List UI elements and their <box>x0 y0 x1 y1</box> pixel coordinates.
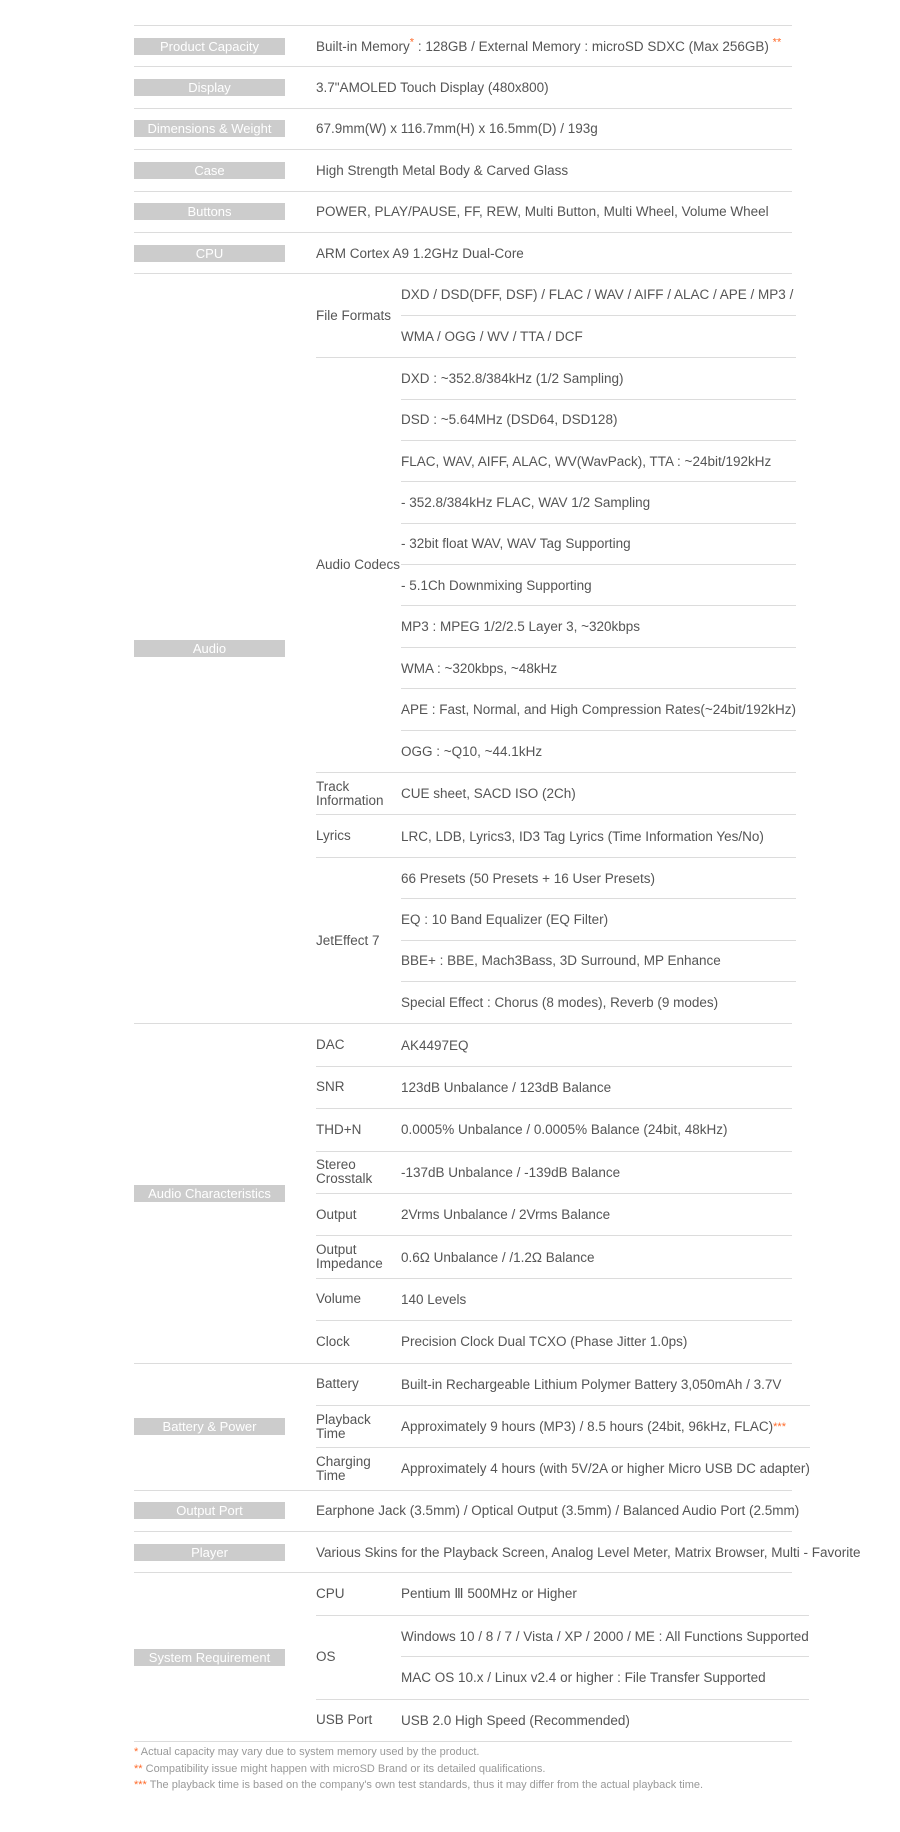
spec-line-text: APE : Fast, Normal, and High Compression Rates(~24bit/192kHz) <box>401 701 797 717</box>
category-cell <box>134 1024 316 1362</box>
sub-spec-lyrics <box>316 815 796 857</box>
spec-group-audio <box>134 274 797 1024</box>
spec-line-text: DXD : ~352.8/384kHz (1/2 Sampling) <box>401 370 624 386</box>
spec-line-text: Precision Clock Dual TCXO (Phase Jitter 1.0ps) <box>401 1334 688 1350</box>
spec-line <box>401 815 796 856</box>
footnotes <box>134 1744 703 1794</box>
sub-specs <box>316 274 796 1023</box>
spec-line-text: USB 2.0 High Speed (Recommended) <box>401 1712 630 1728</box>
spec-line-text: FLAC, WAV, AIFF, ALAC, WV(WavPack), TTA : ~24bit/192kHz <box>401 453 772 469</box>
footnote-mark: ** <box>134 1762 143 1775</box>
sub-spec-values <box>401 1152 792 1193</box>
spec-line-text: CUE sheet, SACD ISO (2Ch) <box>401 786 576 802</box>
sub-spec-values <box>401 1024 792 1065</box>
spec-line-text: - 352.8/384kHz FLAC, WAV 1/2 Sampling <box>401 494 651 510</box>
spec-value <box>316 246 792 261</box>
category-cell <box>134 67 316 107</box>
category-label: Display <box>134 79 285 96</box>
spec-line <box>401 1109 792 1150</box>
spec-line: Approximately 9 hours (MP3) / 8.5 hours (24bit, 96kHz, FLAC) *** <box>401 1419 786 1435</box>
footnote <box>134 1744 703 1761</box>
sub-spec-label: USB Port <box>316 1712 373 1728</box>
spec-value <box>316 80 792 95</box>
spec-group-system-requirement <box>134 1573 809 1742</box>
sub-spec-values <box>401 1321 792 1362</box>
sub-spec-label: Track Information <box>316 778 384 808</box>
sub-spec-label: Playback Time <box>316 1411 371 1441</box>
spec-line-text: WMA / OGG / WV / TTA / DCF <box>401 328 583 344</box>
sub-spec-playback-time <box>316 1406 810 1448</box>
spec-row-buttons <box>134 192 792 233</box>
spec-value-text: ARM Cortex A9 1.2GHz Dual-Core <box>316 245 524 261</box>
spec-value <box>316 204 792 219</box>
spec-row-player <box>134 1532 861 1573</box>
spec-line <box>401 648 796 689</box>
spec-value-text: Various Skins for the Playback Screen, Analog Level Meter, Matrix Browser, Multi - Favorite <box>316 1544 861 1560</box>
sub-spec-output-impedance <box>316 1236 792 1278</box>
spec-line <box>401 1616 809 1657</box>
sub-spec-label: Volume <box>316 1291 362 1307</box>
spec-line <box>401 1700 809 1741</box>
sub-spec-values <box>401 1194 792 1235</box>
sub-spec-snr <box>316 1067 792 1109</box>
spec-value-text: Earphone Jack (3.5mm) / Optical Output (3.5mm) / Balanced Audio Port (2.5mm) <box>316 1503 800 1519</box>
sub-spec-values <box>401 1067 792 1108</box>
category-cell <box>134 109 316 149</box>
spec-group-battery-power <box>134 1364 810 1491</box>
sub-spec-values <box>401 773 796 814</box>
sub-spec-usb-port <box>316 1700 809 1741</box>
spec-value-text: : 128GB / External Memory : microSD SDXC (Max 256GB) <box>414 38 773 54</box>
spec-value <box>316 1545 860 1560</box>
sub-spec-label: Output Impedance <box>316 1242 383 1272</box>
sub-spec-values <box>401 1109 792 1150</box>
spec-line <box>401 982 796 1023</box>
spec-row-product-capacity <box>134 26 792 67</box>
sub-spec-charging-time <box>316 1448 810 1489</box>
spec-line-text: MP3 : MPEG 1/2/2.5 Layer 3, ~320kbps <box>401 619 641 635</box>
spec-line <box>401 1448 810 1489</box>
footnote <box>134 1777 703 1794</box>
spec-line <box>401 689 796 730</box>
category-label: Battery & Power <box>134 1418 285 1435</box>
spec-line-text: 140 Levels <box>401 1291 467 1307</box>
sub-spec-file-formats <box>316 274 796 358</box>
sub-spec-values <box>401 1573 809 1614</box>
spec-value-text: 67.9mm(W) x 116.7mm(H) x 16.5mm(D) / 193g <box>316 121 598 137</box>
spec-line <box>401 1152 792 1193</box>
footnote <box>134 1761 703 1778</box>
category-label: Case <box>134 162 285 179</box>
spec-row-dimensions-weight <box>134 109 792 150</box>
spec-line-text: Windows 10 / 8 / 7 / Vista / XP / 2000 / ME : All Functions Supported <box>401 1628 809 1644</box>
category-label: Product Capacity <box>134 38 285 55</box>
spec-line-text: AK4497EQ <box>401 1037 469 1053</box>
sub-spec-label: Output <box>316 1206 357 1222</box>
sub-spec-clock <box>316 1321 792 1362</box>
spec-line <box>401 565 796 606</box>
footnote-text: Actual capacity may vary due to system memory used by the product. <box>138 1746 480 1758</box>
spec-value-text: 3.7"AMOLED Touch Display (480x800) <box>316 80 549 96</box>
sub-spec-stereo-crosstalk <box>316 1152 792 1194</box>
spec-row-output-port <box>134 1491 800 1532</box>
sub-spec-label: Audio Codecs <box>316 557 401 573</box>
spec-line <box>401 1321 792 1362</box>
sub-spec-values <box>401 1406 810 1447</box>
sub-spec-track-information <box>316 773 796 815</box>
spec-line <box>401 731 796 772</box>
spec-line <box>401 400 796 441</box>
category-label: Audio Characteristics <box>134 1185 285 1202</box>
sub-spec-values <box>401 1700 809 1741</box>
spec-value-text: High Strength Metal Body & Carved Glass <box>316 162 569 178</box>
spec-line-text: DSD : ~5.64MHz (DSD64, DSD128) <box>401 412 618 428</box>
spec-line <box>401 1194 792 1235</box>
spec-row-display <box>134 67 792 108</box>
sub-spec-values <box>401 1236 792 1277</box>
sub-spec-jeteffect-7 <box>316 858 796 1024</box>
sub-spec-os <box>316 1616 809 1700</box>
spec-line-text: WMA : ~320kbps, ~48kHz <box>401 660 558 676</box>
spec-line <box>401 1236 792 1277</box>
category-cell <box>134 1532 316 1572</box>
spec-line-text: BBE+ : BBE, Mach3Bass, 3D Surround, MP Enhance <box>401 953 721 969</box>
spec-line <box>401 1657 809 1698</box>
spec-line <box>401 274 796 315</box>
sub-spec-label: Lyrics <box>316 828 351 844</box>
spec-value <box>316 163 792 178</box>
sub-spec-values <box>401 1364 810 1405</box>
sub-spec-audio-codecs <box>316 358 796 773</box>
category-cell <box>134 1491 316 1531</box>
sub-spec-label: SNR <box>316 1079 345 1095</box>
sub-spec-values <box>401 358 796 772</box>
spec-line-text: MAC OS 10.x / Linux v2.4 or higher : File Transfer Supported <box>401 1670 766 1686</box>
category-label: Output Port <box>134 1502 285 1519</box>
sub-spec-label: JetEffect 7 <box>316 932 380 948</box>
spec-line <box>401 1364 810 1405</box>
spec-line-text: Built-in Rechargeable Lithium Polymer Battery 3,050mAh / 3.7V <box>401 1376 782 1392</box>
sub-spec-values <box>401 815 796 856</box>
spec-row-case <box>134 150 792 191</box>
category-label: CPU <box>134 245 285 262</box>
spec-value-text: POWER, PLAY/PAUSE, FF, REW, Multi Button, Multi Wheel, Volume Wheel <box>316 204 769 220</box>
spec-line <box>401 899 796 940</box>
category-cell <box>134 1573 316 1741</box>
sub-spec-label: OS <box>316 1649 336 1665</box>
sub-spec-values <box>401 858 796 1024</box>
sub-spec-label: CPU <box>316 1586 345 1602</box>
spec-line <box>401 606 796 647</box>
spec-value <box>316 1503 799 1518</box>
category-label: Dimensions & Weight <box>134 120 285 137</box>
category-label: Buttons <box>134 203 285 220</box>
spec-line <box>401 441 796 482</box>
sub-specs <box>316 1024 792 1362</box>
spec-line-text: Approximately 9 hours (MP3) / 8.5 hours (24bit, 96kHz, FLAC) <box>401 1419 774 1435</box>
spec-line-text: Approximately 4 hours (with 5V/2A or higher Micro USB DC adapter) <box>401 1461 810 1477</box>
category-cell <box>134 192 316 232</box>
category-label: Player <box>134 1544 285 1561</box>
sub-spec-values <box>401 1448 810 1489</box>
spec-group-audio-characteristics <box>134 1024 792 1363</box>
spec-line-text: 0.0005% Unbalance / 0.0005% Balance (24bit, 48kHz) <box>401 1122 728 1138</box>
spec-line <box>401 941 796 982</box>
category-cell <box>134 26 316 66</box>
footnote-mark: ** <box>772 36 782 49</box>
spec-line-text: OGG : ~Q10, ~44.1kHz <box>401 743 543 759</box>
sub-spec-dac <box>316 1024 792 1066</box>
spec-line-text: 2Vrms Unbalance / 2Vrms Balance <box>401 1207 611 1223</box>
spec-line <box>401 1067 792 1108</box>
spec-line <box>401 858 796 899</box>
spec-line-text: 123dB Unbalance / 123dB Balance <box>401 1079 612 1095</box>
spec-line-text: EQ : 10 Band Equalizer (EQ Filter) <box>401 911 609 927</box>
sub-spec-cpu <box>316 1573 809 1615</box>
sub-spec-label: DAC <box>316 1037 345 1053</box>
sub-spec-label: Battery <box>316 1376 359 1392</box>
sub-spec-label: Clock <box>316 1333 350 1349</box>
category-label: Audio <box>134 640 285 657</box>
sub-spec-values <box>401 274 796 357</box>
footnote-mark: * <box>409 36 415 49</box>
sub-specs <box>316 1573 809 1741</box>
sub-spec-label: Stereo Crosstalk <box>316 1157 373 1187</box>
spec-line-text: - 32bit float WAV, WAV Tag Supporting <box>401 536 631 552</box>
sub-spec-thd-n <box>316 1109 792 1151</box>
sub-spec-label: File Formats <box>316 307 392 323</box>
spec-line <box>401 773 796 814</box>
category-cell <box>134 1364 316 1490</box>
spec-line <box>401 482 796 523</box>
spec-line <box>401 524 796 565</box>
sub-spec-label: THD+N <box>316 1121 362 1137</box>
spec-line-text: 0.6Ω Unbalance / /1.2Ω Balance <box>401 1249 595 1265</box>
spec-table <box>134 25 861 1742</box>
category-label: System Requirement <box>134 1649 285 1666</box>
sub-specs <box>316 1364 810 1490</box>
spec-line-text: -137dB Unbalance / -139dB Balance <box>401 1164 621 1180</box>
spec-line-text: DXD / DSD(DFF, DSF) / FLAC / WAV / AIFF / ALAC / APE / MP3 / <box>401 287 794 303</box>
spec-line-text: LRC, LDB, Lyrics3, ID3 Tag Lyrics (Time Information Yes/No) <box>401 828 764 844</box>
category-cell <box>134 150 316 190</box>
spec-line <box>401 358 796 399</box>
spec-line <box>401 1573 809 1614</box>
sub-spec-values <box>401 1279 792 1320</box>
spec-value <box>316 121 792 136</box>
spec-value <box>316 36 792 54</box>
sub-spec-values <box>401 1616 809 1699</box>
spec-line <box>401 1024 792 1065</box>
footnote-text: Compatibility issue might happen with microSD Brand or its detailed qualifications. <box>142 1762 546 1775</box>
sub-spec-label: Charging Time <box>316 1453 371 1483</box>
spec-line-text: - 5.1Ch Downmixing Supporting <box>401 577 592 593</box>
category-cell <box>134 233 316 273</box>
spec-line-text: 66 Presets (50 Presets + 16 User Presets) <box>401 870 655 886</box>
category-cell <box>134 274 316 1023</box>
spec-line <box>401 1279 792 1320</box>
footnote-mark: * <box>134 1746 139 1758</box>
spec-line <box>401 316 796 357</box>
footnote-mark: *** <box>134 1779 147 1791</box>
spec-value-text: Built-in Memory <box>316 38 410 54</box>
spec-line-text: Pentium Ⅲ 500MHz or Higher <box>401 1586 577 1602</box>
footnote-text: The playback time is based on the company's own test standards, thus it may differ from the actual playback time. <box>146 1779 704 1791</box>
spec-line-text: Special Effect : Chorus (8 modes), Reverb (9 modes) <box>401 995 719 1011</box>
sub-spec-volume <box>316 1279 792 1321</box>
sub-spec-output <box>316 1194 792 1236</box>
sub-spec-battery <box>316 1364 810 1406</box>
spec-row-cpu <box>134 233 792 274</box>
